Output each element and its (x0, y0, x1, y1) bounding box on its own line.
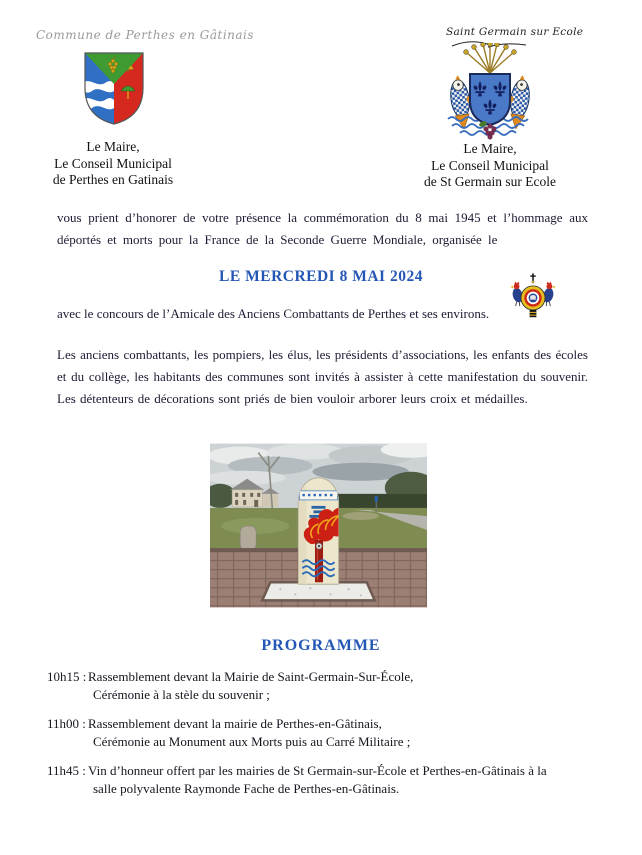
date-heading: LE MERCREDI 8 MAI 2024 (219, 268, 423, 285)
programme-item (47, 715, 607, 750)
anciens-combattants-emblem-icon (506, 272, 560, 320)
org-line: Le Conseil Municipal (431, 157, 549, 173)
invitees-paragraph: Les anciens combattants, les pompiers, les élus, les présidents d’associations, les enfants des écoles et du collège, les habitants des communes sont invités à assister à cette manifestation du souvenir. Les détenteurs de décorations sont priés de bien vouloir arborer leurs croix et médailles. (57, 347, 588, 406)
org-line: Le Maire, (463, 141, 517, 156)
concours-line: avec le concours de l’Amicale des Anciens Combattants de Perthes et ses environs. (57, 306, 490, 321)
programme-time: 11h45 : (47, 763, 86, 778)
org-line: Le Maire, (86, 139, 140, 154)
perthes-org-block (28, 139, 198, 189)
perthes-coat-of-arms (82, 50, 146, 128)
org-line: Le Conseil Municipal (54, 155, 172, 171)
st-germain-org-block (405, 141, 575, 191)
org-line: de Perthes en Gatinais (52, 172, 174, 187)
programme-time: 10h15 : (47, 669, 87, 684)
programme-heading: PROGRAMME (261, 637, 381, 654)
programme-line2: salle polyvalente Raymonde Fache de Perthes-en-Gâtinais. (93, 780, 400, 796)
programme-line2: Cérémonie au Monument aux Morts puis au Carré Militaire ; (93, 733, 411, 749)
programme-time: 11h00 : (47, 716, 86, 731)
st-germain-script-title: Saint Germain sur Ecole (446, 26, 584, 38)
programme-line1: Vin d’honneur offert par les mairies de St Germain-sur-École et Perthes-en-Gâtinais à la (88, 763, 547, 778)
invitation-paragraph: vous prient d’honorer de votre présence la commémoration du 8 mai 1945 et l’hommage aux déportés et morts pour la France de la Seconde Guerre Mondiale, organisée le (57, 210, 588, 247)
perthes-script-title: Commune de Perthes en Gâtinais (36, 28, 255, 42)
programme-list (47, 668, 607, 809)
programme-line1: Rassemblement devant la Mairie de Saint-Germain-Sur-École, (88, 669, 414, 684)
programme-item (47, 668, 607, 703)
programme-line2: Cérémonie à la stèle du souvenir ; (93, 686, 270, 702)
st-germain-coat-of-arms (440, 43, 540, 140)
programme-line1: Rassemblement devant la mairie de Perthes-en-Gâtinais, (88, 716, 382, 731)
org-line: de St Germain sur Ecole (424, 174, 556, 189)
programme-item (47, 762, 607, 797)
memorial-stone-photo (210, 443, 427, 608)
